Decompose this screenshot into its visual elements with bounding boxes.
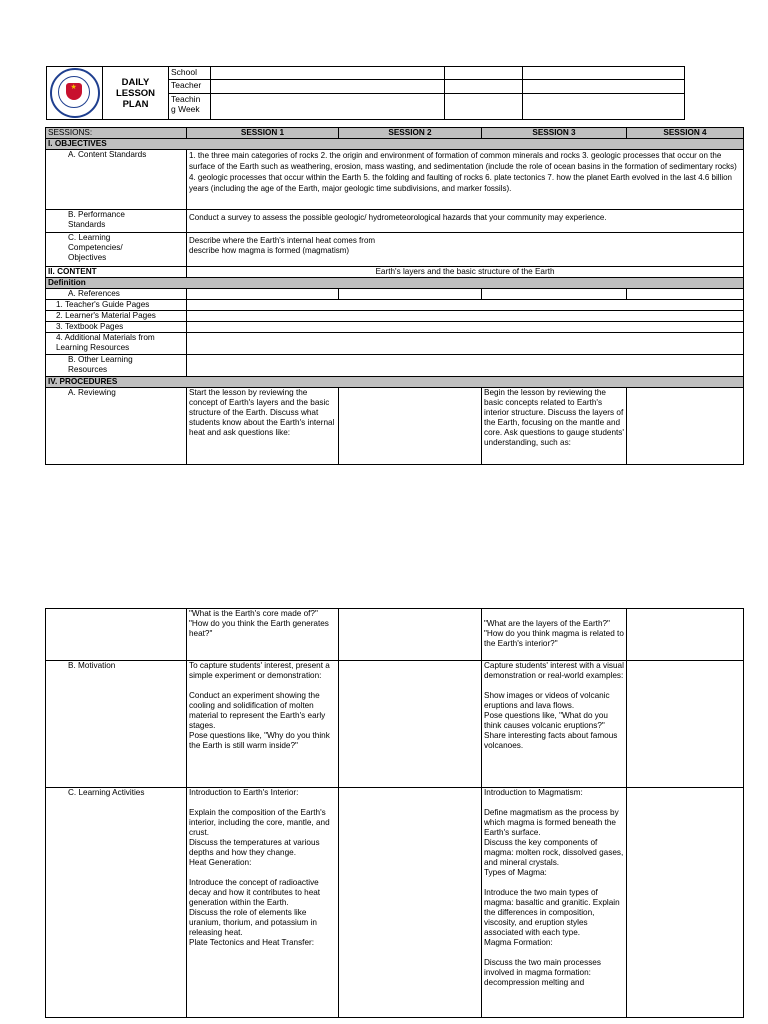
objectives-heading: I. OBJECTIVES (46, 139, 744, 150)
reviewing-cont-session-1: "What is the Earth's core made of?" "How do you think the Earth generates heat?" (187, 609, 339, 661)
lesson-table-page1 (45, 127, 744, 465)
learning-activities-label: C. Learning Activities (46, 788, 187, 1018)
header-table (46, 66, 685, 120)
performance-standards-label: B. Performance Standards (46, 210, 187, 233)
motivation-label: B. Motivation (46, 661, 187, 788)
content-standards-label: A. Content Standards (46, 150, 187, 210)
reviewing-session-3: Begin the lesson by reviewing the basic concepts related to Earth's interior structure. Discuss the layers of the Earth, focusing on the mantle and core. Ask questions to gauge students' understanding, such as: (482, 388, 627, 465)
definition-heading: Definition (46, 278, 744, 289)
school-value[interactable] (211, 67, 445, 80)
other-resources-label: B. Other Learning Resources (46, 355, 187, 377)
school-label: School (169, 67, 211, 80)
page-1 (0, 0, 768, 480)
lesson-table-page2 (45, 608, 744, 1018)
references-label: A. References (46, 289, 187, 300)
content-standards-text: 1. the three main categories of rocks 2. the origin and environment of formation of common minerals and rocks 3. geologic processes that occur on the surface of the Earth such as weathering, erosion, mass wasting, and sedimentation (include the role of ocean basins in the formation of sedimentary rocks) 4. geologic processes that occur within the Earth 5. the folding and faulting of rocks 6. plate tectonics 7. how the planet Earth evolved in the last 4.6 billion years (including the age of the Earth, major geologic time subdivisions, and marker fossils). (187, 150, 744, 210)
reviewing-label: A. Reviewing (46, 388, 187, 465)
session-4-header: SESSION 4 (627, 128, 744, 139)
performance-standards-text: Conduct a survey to assess the possible geologic/ hydrometeorological hazards that your community may experience. (187, 210, 744, 233)
deped-seal (47, 67, 103, 120)
content-value: Earth's layers and the basic structure of the Earth (187, 267, 744, 278)
textbook-pages-label: 3. Textbook Pages (46, 322, 187, 333)
page-2 (0, 600, 768, 1024)
session-2-header: SESSION 2 (339, 128, 482, 139)
procedures-heading: IV. PROCEDURES (46, 377, 744, 388)
learners-material-label: 2. Learner's Material Pages (46, 311, 187, 322)
competencies-text: Describe where the Earth's internal heat comes from describe how magma is formed (magmatism) (187, 233, 744, 267)
learning-activities-session-3: Introduction to Magmatism: Define magmatism as the process by which magma is formed beneath the Earth's surface. Discuss the key components of magma: molten rock, dissolved gases, and mineral crystals. Types of Magma: Introduce the two main types of magma: basaltic and granitic. Explain the differences in composition, viscosity, and eruption styles associated with each type. Magma Formation: Discuss the two main processes involved in magma formation: decompression melting and (482, 788, 627, 1018)
teaching-week-value[interactable] (211, 93, 445, 120)
session-1-header: SESSION 1 (187, 128, 339, 139)
sessions-label: SESSIONS: (46, 128, 187, 139)
motivation-session-1: To capture students' interest, present a simple experiment or demonstration: Conduct an experiment showing the cooling and solidification of molten material to represent the Earth's early stages. Pose questions like, "Why do you think the Earth is still warm inside?" (187, 661, 339, 788)
motivation-session-3: Capture students' interest with a visual demonstration or real-world examples: Show images or videos of volcanic eruptions and lava flows. Pose questions like, "What do you think causes volcanic eruptions?" Share interesting facts about famous volcanoes. (482, 661, 627, 788)
competencies-label: C. Learning Competencies/ Objectives (46, 233, 187, 267)
content-heading: II. CONTENT (46, 267, 187, 278)
learning-activities-session-1: Introduction to Earth's Interior: Explain the composition of the Earth's interior, including the core, mantle, and crust. Discuss the temperatures at various depths and how they change. Heat Generation: Introduce the concept of radioactive decay and how it contributes to heat generation within the Earth. Discuss the role of elements like uranium, thorium, and potassium in releasing heat. Plate Tectonics and Heat Transfer: (187, 788, 339, 1018)
dlp-title: DAILY LESSON PLAN (103, 67, 169, 120)
deped-seal-icon: ★ (50, 68, 100, 118)
additional-materials-label: 4. Additional Materials from Learning Resources (46, 333, 187, 355)
reviewing-cont-session-3: "What are the layers of the Earth?" "How do you think magma is related to the Earth's interior?" (482, 609, 627, 661)
reviewing-session-1: Start the lesson by reviewing the concept of Earth's layers and the basic structure of the Earth. Discuss what students know about the Earth's internal heat and ask questions like: (187, 388, 339, 465)
teacher-value[interactable] (211, 80, 445, 93)
teaching-week-label: Teachin g Week (169, 93, 211, 120)
teachers-guide-label: 1. Teacher's Guide Pages (46, 300, 187, 311)
teacher-label: Teacher (169, 80, 211, 93)
session-3-header: SESSION 3 (482, 128, 627, 139)
